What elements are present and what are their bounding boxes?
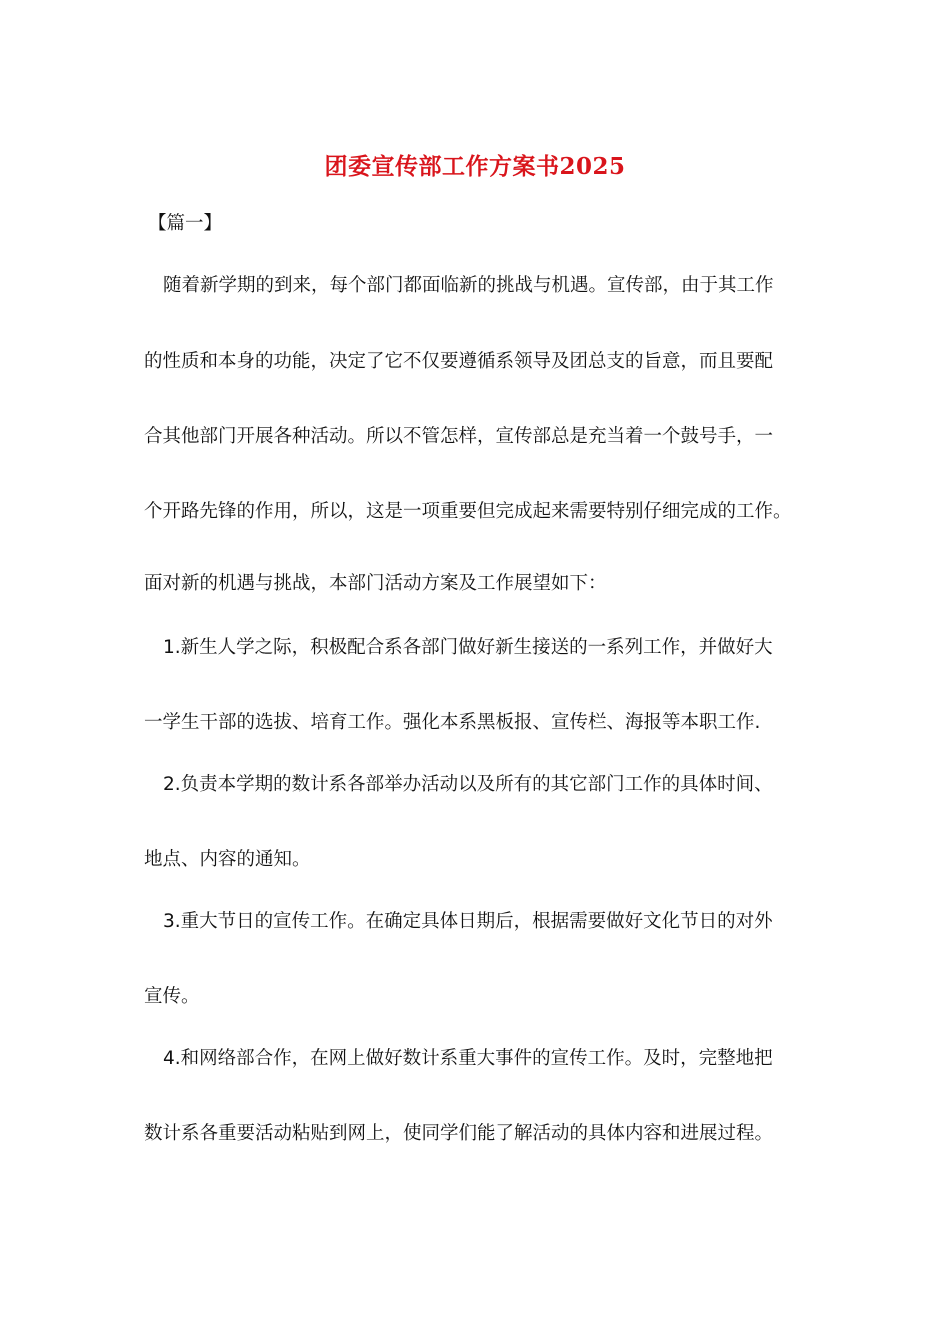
paragraph-line: 合其他部门开展各种活动。所以不管怎样，宣传部总是充当着一个鼓号手，一	[144, 426, 774, 447]
list-item-line: 宣传。	[144, 986, 200, 1007]
list-item-line: 1.新生人学之际，积极配合系各部门做好新生接送的一系列工作，并做好大	[163, 637, 773, 658]
list-item-line: 4.和网络部合作，在网上做好数计系重大事件的宣传工作。及时，完整地把	[163, 1048, 773, 1069]
paragraph-line: 面对新的机遇与挑战，本部门活动方案及工作展望如下：	[144, 573, 607, 594]
list-item-line: 2.负责本学期的数计系各部举办活动以及所有的其它部门工作的具体时间、	[163, 774, 773, 795]
list-item-line: 数计系各重要活动粘贴到网上，使同学们能了解活动的具体内容和进展过程。	[144, 1123, 774, 1144]
paragraph-line: 个开路先锋的作用，所以，这是一项重要但完成起来需要特别仔细完成的工作。	[144, 501, 792, 522]
list-item-line: 地点、内容的通知。	[144, 849, 311, 870]
paragraph-line: 随着新学期的到来，每个部门都面临新的挑战与机遇。宣传部，由于其工作	[163, 275, 774, 296]
paragraph-line: 的性质和本身的功能，决定了它不仅要遵循系领导及团总支的旨意，而且要配	[144, 351, 774, 372]
document-title: 团委宣传部工作方案书2025	[324, 153, 626, 180]
list-item-line: 3.重大节日的宣传工作。在确定具体日期后，根据需要做好文化节日的对外	[163, 911, 773, 932]
list-item-line: 一学生干部的选拔、培育工作。强化本系黑板报、宣传栏、海报等本职工作.	[144, 712, 761, 733]
section-heading: 【篇一】	[148, 213, 223, 234]
